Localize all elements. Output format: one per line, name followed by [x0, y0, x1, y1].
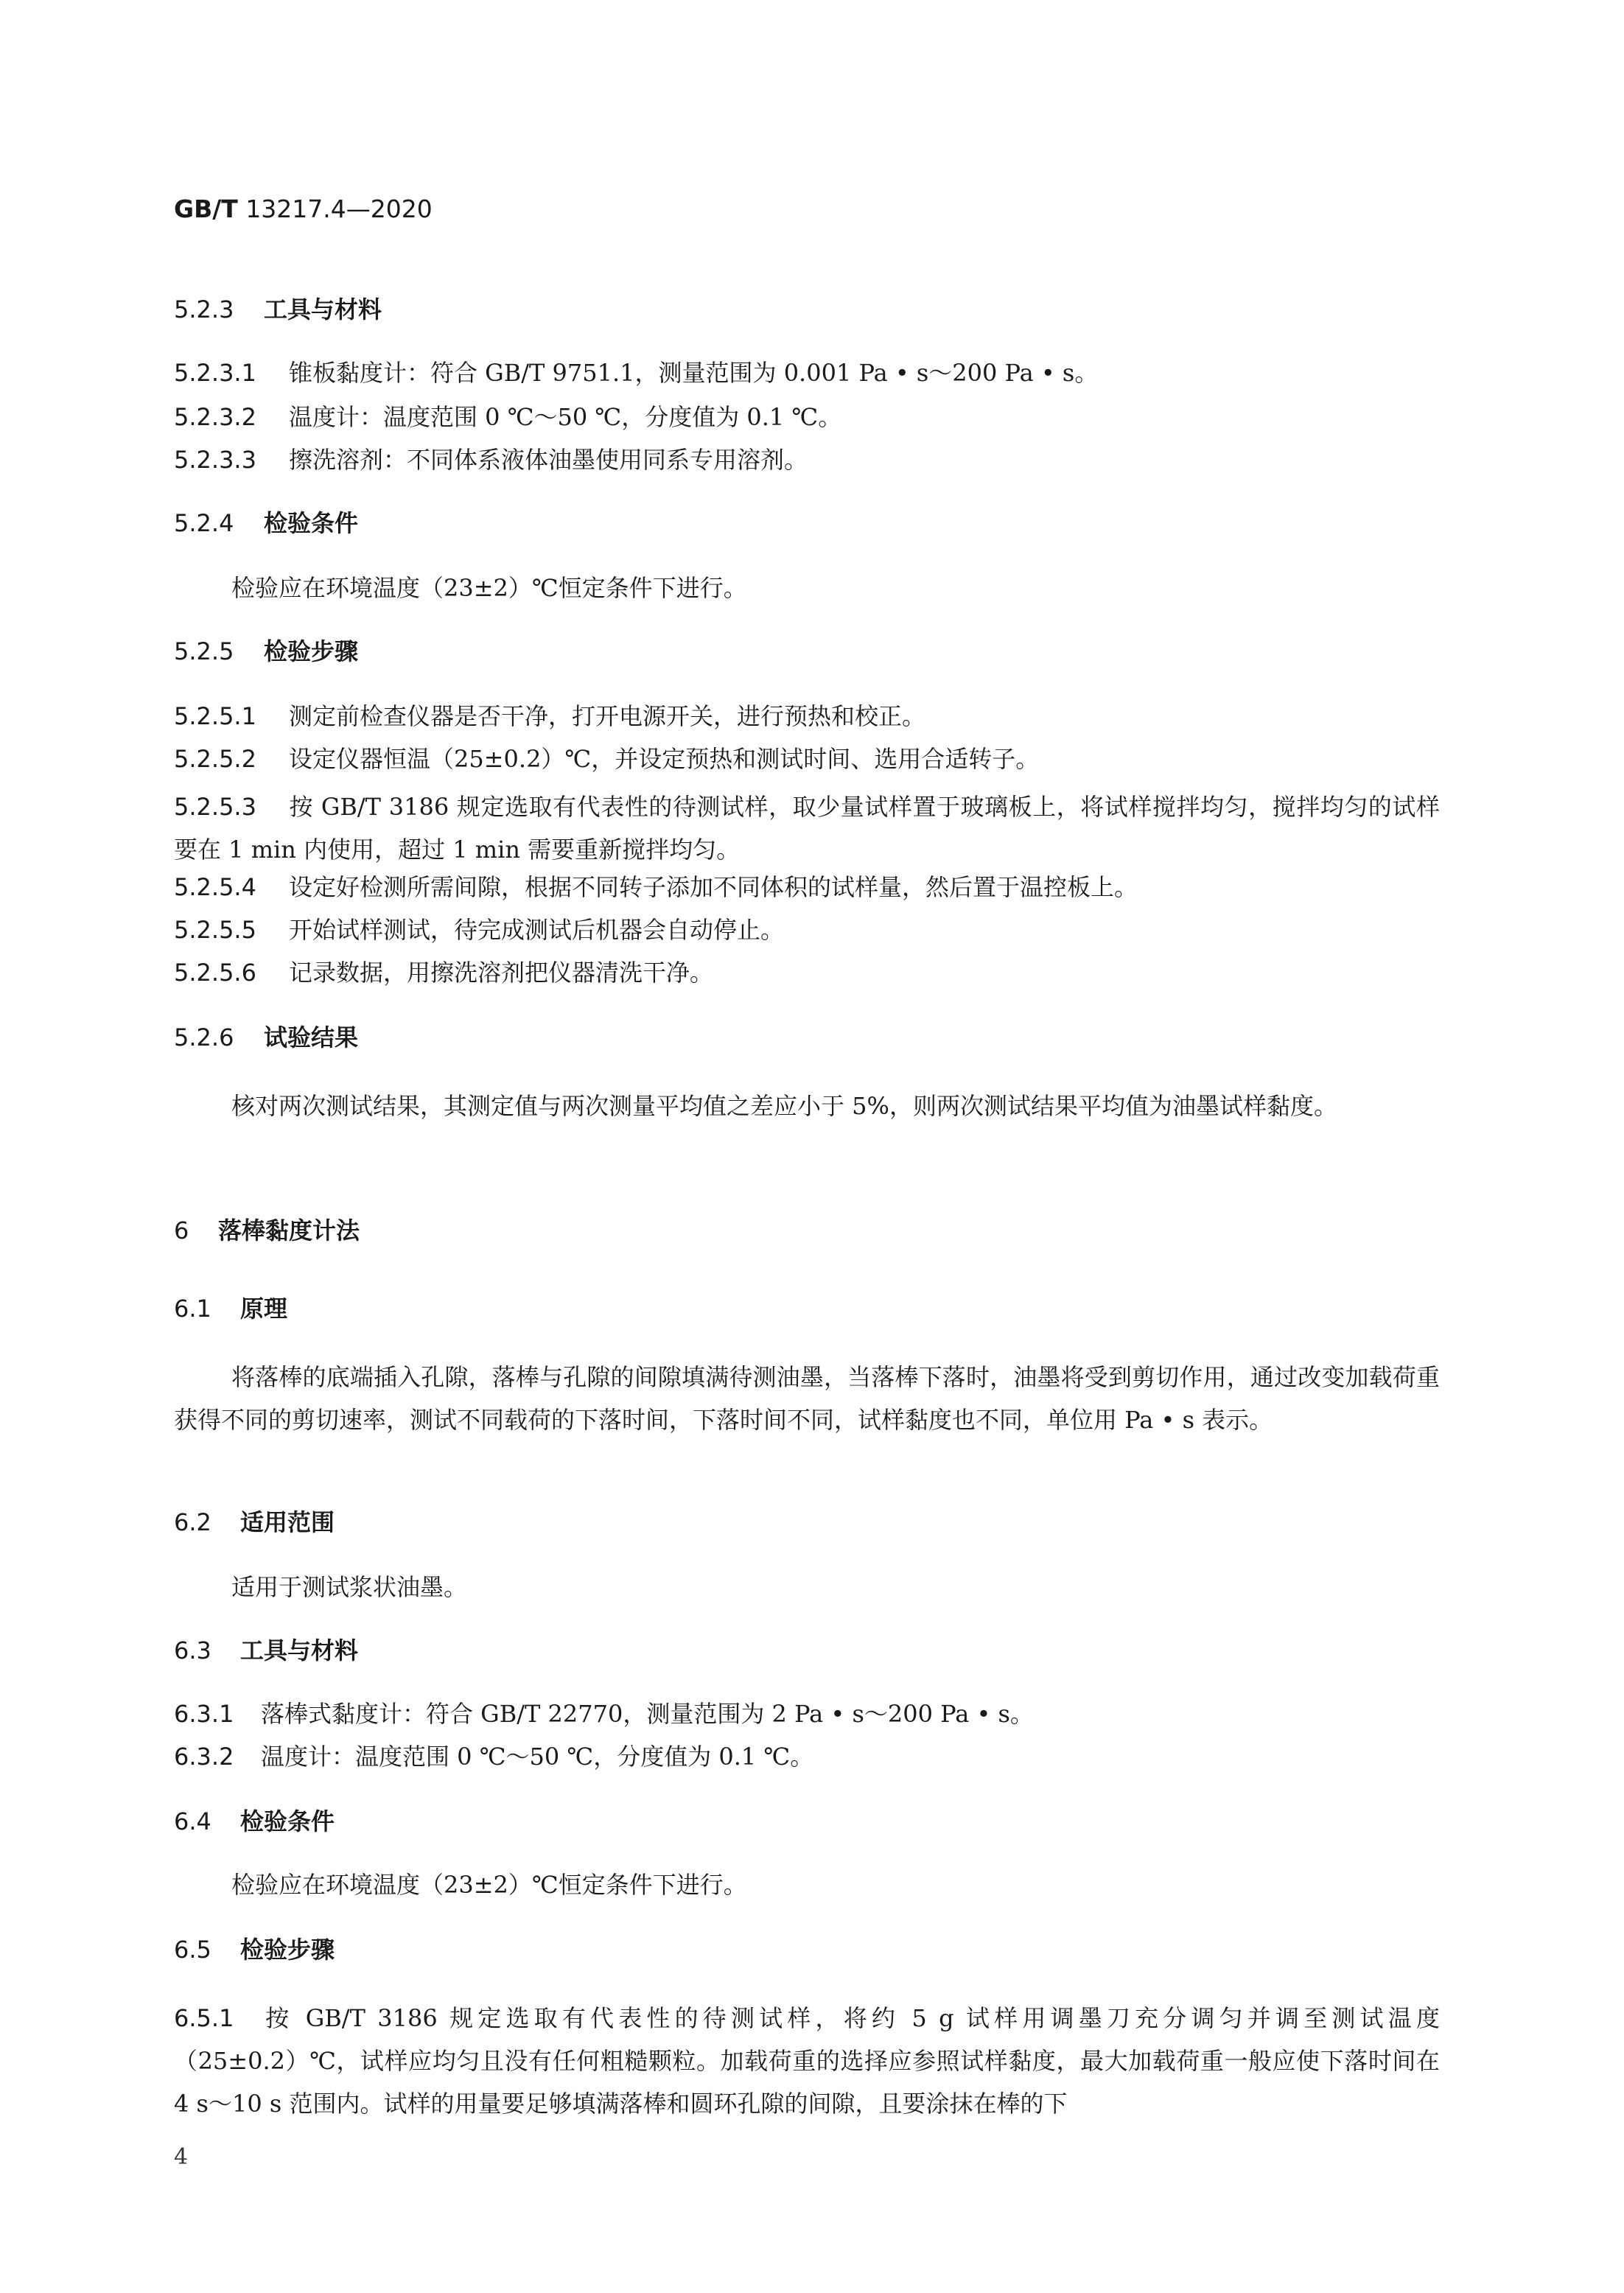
clause-number: 5.2.5.5	[174, 916, 256, 944]
section-title: 原理	[240, 1295, 288, 1323]
section-heading-6-4	[174, 1805, 335, 1838]
document-code	[174, 193, 433, 225]
clause-text: 温度计：温度范围 0 ℃～50 ℃，分度值为 0.1 ℃。	[261, 1743, 814, 1771]
section-title: 检验步骤	[264, 637, 359, 665]
section-title: 试验结果	[264, 1023, 359, 1051]
clause-number: 6.3.1	[174, 1700, 234, 1728]
section-number: 6.3	[174, 1636, 211, 1664]
clause-text: 测定前检查仪器是否干净，打开电源开关，进行预热和校正。	[289, 702, 926, 730]
clause-6-5-1	[174, 1997, 1440, 2125]
clause-5-2-5-1	[174, 700, 925, 732]
clause-5-2-5-6	[174, 956, 713, 989]
clause-number: 5.2.3.1	[174, 359, 256, 387]
section-heading-6-5	[174, 1933, 335, 1966]
section-number: 5.2.4	[174, 509, 234, 537]
section-heading-6-2	[174, 1506, 335, 1538]
paragraph-6-4: 检验应在环境温度（23±2）℃恒定条件下进行。	[231, 1871, 747, 1899]
paragraph-5-2-6: 核对两次测试结果，其测定值与两次测量平均值之差应小于 5%，则两次测试结果平均值为油墨试样黏度。	[231, 1092, 1337, 1120]
clause-number: 5.2.5.4	[174, 873, 256, 901]
chapter-heading-6	[174, 1214, 360, 1247]
paragraph-6-2: 适用于测试浆状油墨。	[231, 1573, 468, 1601]
clause-text: 锥板黏度计：符合 GB/T 9751.1，测量范围为 0.001 Pa • s～200 Pa • s。	[289, 359, 1099, 387]
clause-5-2-5-2	[174, 743, 1039, 775]
clause-text: 擦洗溶剂：不同体系液体油墨使用同系专用溶剂。	[289, 446, 808, 474]
section-title: 检验步骤	[240, 1936, 335, 1964]
clause-number: 5.2.3.2	[174, 403, 256, 431]
clause-text: 落棒式黏度计：符合 GB/T 22770，测量范围为 2 Pa • s～200 Pa • s。	[261, 1700, 1034, 1728]
section-heading-5-2-3	[174, 293, 382, 326]
chapter-number: 6	[174, 1216, 189, 1244]
section-title: 适用范围	[240, 1508, 335, 1536]
section-title: 工具与材料	[264, 295, 382, 323]
clause-number: 5.2.5.3	[174, 793, 256, 821]
clause-5-2-3-2	[174, 401, 841, 433]
section-number: 5.2.3	[174, 295, 234, 323]
section-number: 6.5	[174, 1936, 211, 1964]
section-title: 检验条件	[264, 509, 359, 537]
section-number: 6.4	[174, 1807, 211, 1835]
clause-number: 5.2.5.2	[174, 745, 256, 773]
section-heading-5-2-5	[174, 635, 358, 668]
document-code-prefix: GB/T	[174, 195, 238, 223]
clause-text: 按 GB/T 3186 规定选取有代表性的待测试样，将约 5 g 试样用调墨刀充分调匀并调至测试温度（25±0.2）℃，试样应均匀且没有任何粗糙颗粒。加载荷重的选择应参照试样黏度，最大加载荷重一般应使下落时间在 4 s～10 s 范围内。试样的用量要足够填满落棒和圆环孔隙的间隙，且要涂抹在棒的下	[174, 2004, 1440, 2118]
clause-number: 6.5.1	[174, 2004, 234, 2032]
clause-text: 开始试样测试，待完成测试后机器会自动停止。	[289, 916, 785, 944]
clause-5-2-3-1	[174, 357, 1098, 389]
clause-5-2-5-5	[174, 914, 784, 946]
clause-number: 5.2.5.6	[174, 959, 256, 987]
clause-5-2-5-4	[174, 871, 1138, 903]
clause-number: 5.2.5.1	[174, 702, 256, 730]
chapter-title: 落棒黏度计法	[218, 1216, 360, 1244]
section-heading-5-2-4	[174, 507, 358, 539]
section-number: 5.2.6	[174, 1023, 234, 1051]
clause-text: 按 GB/T 3186 规定选取有代表性的待测试样，取少量试样置于玻璃板上，将试样搅拌均匀，搅拌均匀的试样要在 1 min 内使用，超过 1 min 需要重新搅拌均匀。	[174, 793, 1440, 864]
clause-text: 设定仪器恒温（25±0.2）℃，并设定预热和测试时间、选用合适转子。	[289, 745, 1040, 773]
clause-6-3-1	[174, 1698, 1034, 1730]
clause-text: 设定好检测所需间隙，根据不同转子添加不同体积的试样量，然后置于温控板上。	[289, 873, 1138, 901]
clause-text: 温度计：温度范围 0 ℃～50 ℃，分度值为 0.1 ℃。	[289, 403, 842, 431]
page-number: 4	[174, 2144, 189, 2170]
section-number: 6.2	[174, 1508, 211, 1536]
clause-5-2-3-3	[174, 444, 808, 476]
document-code-number: 13217.4—2020	[245, 195, 433, 223]
clause-number: 6.3.2	[174, 1743, 234, 1771]
section-heading-6-3	[174, 1634, 358, 1667]
paragraph-5-2-4: 检验应在环境温度（23±2）℃恒定条件下进行。	[231, 574, 747, 602]
section-title: 工具与材料	[240, 1636, 359, 1664]
section-number: 6.1	[174, 1295, 211, 1323]
clause-number: 5.2.3.3	[174, 446, 256, 474]
section-title: 检验条件	[240, 1807, 335, 1835]
paragraph-6-1: 将落棒的底端插入孔隙，落棒与孔隙的间隙填满待测油墨，当落棒下落时，油墨将受到剪切作用，通过改变加载荷重获得不同的剪切速率，测试不同载荷的下落时间，下落时间不同，试样黏度也不同，单位用 Pa • s 表示。	[174, 1363, 1440, 1434]
section-heading-6-1	[174, 1292, 287, 1325]
section-heading-5-2-6	[174, 1021, 358, 1054]
section-number: 5.2.5	[174, 637, 234, 665]
clause-5-2-5-3	[174, 785, 1440, 871]
clause-text: 记录数据，用擦洗溶剂把仪器清洗干净。	[289, 959, 714, 987]
clause-6-3-2	[174, 1740, 813, 1773]
